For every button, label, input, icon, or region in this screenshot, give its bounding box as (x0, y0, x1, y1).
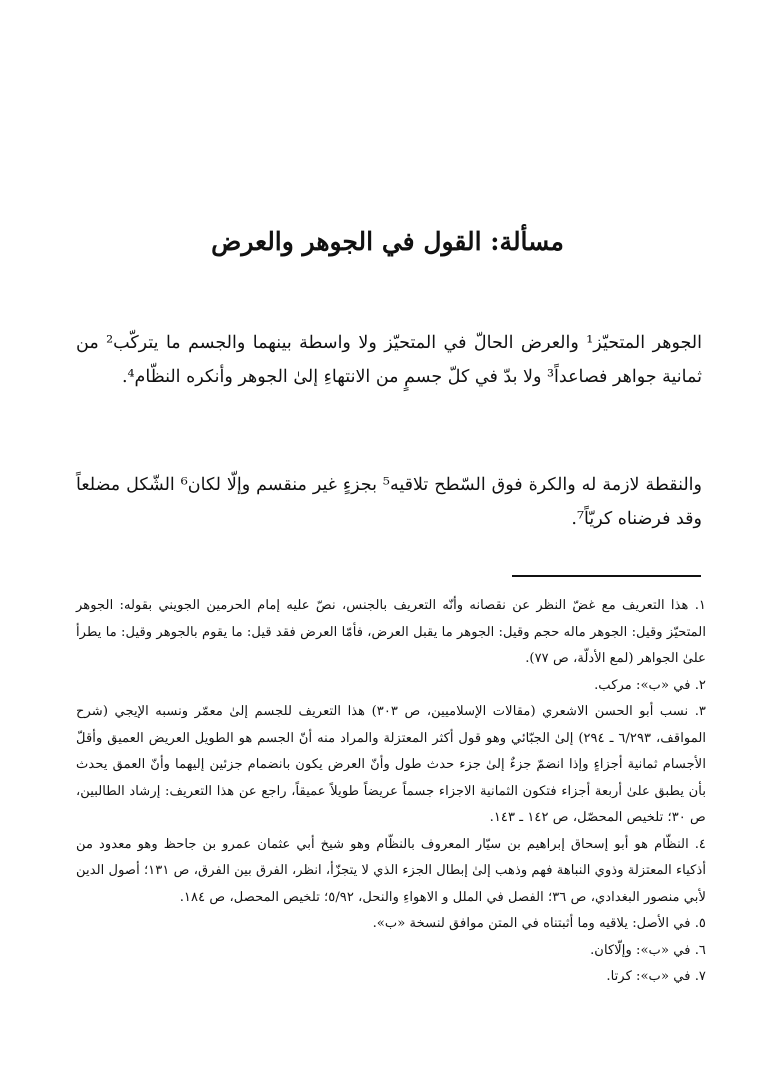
footnote-7: ٧. في «ب»: كرتا. (606, 969, 706, 984)
footnote-6: ٦. في «ب»: وإلّاكان. (590, 942, 706, 958)
footnote-2: ٢. في «ب»: مركب. (594, 677, 706, 693)
body-paragraph-1: الجوهر المتحيّز¹ والعرض الحالّ في المتحيّز ولا واسطة بينهما والجسم ما يتركّب² من ثمانية جواهر فصاعداً³ ولا بدّ في كلّ جسمٍ من الانتهاءِ إلىٰ الجوهر وأنكره النظّام⁴. (76, 332, 702, 387)
footnotes (76, 593, 706, 991)
footnote-5: ٥. في الأصل: يلاقيه وما أثبتناه في المتن موافق لنسخة «ب». (372, 916, 706, 931)
footnote-3: ٣. نسب أبو الحسن الاشعري (مقالات الإسلاميين، ص ٣٠٣) هذا التعريف للجسم إلىٰ معمّر ونسبه الإيجي (شرح المواقف، ٦/٢٩٣ ـ ٢٩٤) إلىٰ الجبّائي وهو قول أكثر المعتزلة والمراد منه أنّ الجسم هو الطويل العريض العميق وأقلّ الأجسام ثمانية أجزاءٍ وإذا انضمّ جزءٌ إلىٰ جزء حدث طول وأنّ العرض يكون بانضمام جزئين إليهما وأنّ العمق يحدث بأن يطبق علىٰ أربعة أجزاء فتكون الثمانية الاجزاء جسماً عريضاً طويلاً عميقاً، راجع عن هذا التعريف: إرشاد الطالبين، ص ٣٠؛ تلخيص المحصّل، ص ١٤٢ ـ ١٤٣. (76, 704, 706, 825)
footnote-1: ١. هذا التعريف مع غضّ النظر عن نقصانه وأنّه التعريف بالجنس، نصّ عليه إمام الحرمين الجويني بقوله: الجوهر المتحيّز وقيل: الجوهر ماله حجم وقيل: الجوهر ما يقبل العرض، فأمّا العرض فقد قيل: ما يقوم بالجوهر وقيل: ما يطرأ علىٰ الجواهر (لمع الأدلّة، ص ٧٧). (76, 598, 706, 666)
footnote-separator (512, 575, 701, 577)
body-paragraph-2: والنقطة لازمة له والكرة فوق السّطح تلاقيه⁵ بجزءٍ غير منقسم وإلّا لكان⁶ الشّكل مضلعاً وقد فرضناه كريّاً⁷. (76, 474, 702, 529)
page-title: مسألة: القول في الجوهر والعرض (211, 227, 564, 256)
footnote-4: ٤. النظّام هو أبو إسحاق إبراهيم بن سيّار المعروف بالنظّام وهو شيخ أبي عثمان عمرو بن جاحظ وهو معدود من أذكياء المعتزلة وذوي النباهة فهم وذهب إلىٰ إبطال الجزء الذي لا يتجزّأ، انظر، الفرق بين الفرق، ص ١٣١؛ أصول الدين لأبي منصور البغدادي، ص ٣٦؛ الفصل في الملل و الاهواءِ والنحل، ٥/٩٢؛ تلخيص المحصل، ص ١٨٤. (76, 836, 706, 905)
